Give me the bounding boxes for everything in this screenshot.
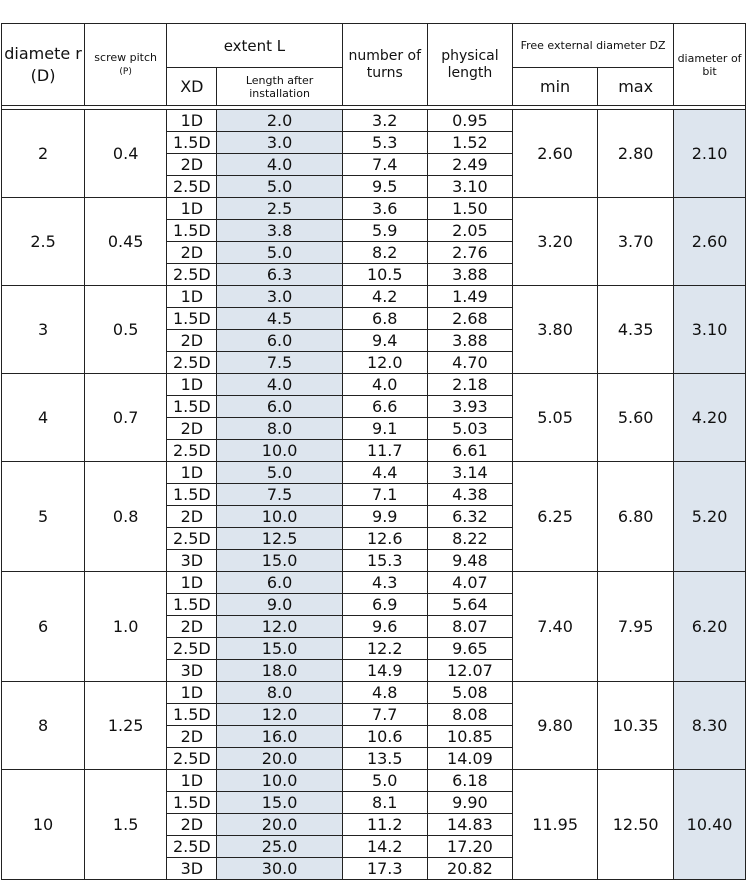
turns-cell: 4.2 bbox=[342, 286, 427, 308]
turns-cell: 13.5 bbox=[342, 748, 427, 770]
physical-length-cell: 10.85 bbox=[427, 726, 512, 748]
physical-length-cell: 5.03 bbox=[427, 418, 512, 440]
header-bit: diameter of bit bbox=[674, 24, 746, 106]
physical-length-cell: 8.07 bbox=[427, 616, 512, 638]
diameter-cell: 3 bbox=[2, 286, 85, 374]
length-cell: 15.0 bbox=[217, 792, 342, 814]
diameter-cell: 10 bbox=[2, 770, 85, 880]
length-cell: 30.0 bbox=[217, 858, 342, 880]
min-cell: 3.20 bbox=[513, 198, 598, 286]
length-cell: 5.0 bbox=[217, 242, 342, 264]
header-physical: physical length bbox=[427, 24, 512, 106]
max-cell: 4.35 bbox=[598, 286, 674, 374]
physical-length-cell: 6.18 bbox=[427, 770, 512, 792]
xd-cell: 1.5D bbox=[167, 704, 217, 726]
xd-cell: 2D bbox=[167, 616, 217, 638]
turns-cell: 8.2 bbox=[342, 242, 427, 264]
pitch-cell: 0.45 bbox=[85, 198, 167, 286]
turns-cell: 3.2 bbox=[342, 110, 427, 132]
bit-diameter-cell: 3.10 bbox=[674, 286, 746, 374]
xd-cell: 1.5D bbox=[167, 594, 217, 616]
physical-length-cell: 1.49 bbox=[427, 286, 512, 308]
xd-cell: 1.5D bbox=[167, 220, 217, 242]
table-row bbox=[2, 198, 746, 220]
physical-length-cell: 0.95 bbox=[427, 110, 512, 132]
physical-length-cell: 3.93 bbox=[427, 396, 512, 418]
header-length-after: Length after installation bbox=[217, 68, 342, 106]
bit-diameter-cell: 2.10 bbox=[674, 110, 746, 198]
physical-length-cell: 1.50 bbox=[427, 198, 512, 220]
diameter-cell: 6 bbox=[2, 572, 85, 682]
turns-cell: 7.4 bbox=[342, 154, 427, 176]
pitch-cell: 1.0 bbox=[85, 572, 167, 682]
turns-cell: 11.2 bbox=[342, 814, 427, 836]
physical-length-cell: 3.10 bbox=[427, 176, 512, 198]
physical-length-cell: 5.08 bbox=[427, 682, 512, 704]
length-cell: 9.0 bbox=[217, 594, 342, 616]
diameter-cell: 2.5 bbox=[2, 198, 85, 286]
physical-length-cell: 12.07 bbox=[427, 660, 512, 682]
header-turns: number of turns bbox=[342, 24, 427, 106]
turns-cell: 4.4 bbox=[342, 462, 427, 484]
length-cell: 25.0 bbox=[217, 836, 342, 858]
length-cell: 6.3 bbox=[217, 264, 342, 286]
table-row bbox=[2, 110, 746, 132]
max-cell: 2.80 bbox=[598, 110, 674, 198]
xd-cell: 2D bbox=[167, 154, 217, 176]
turns-cell: 5.3 bbox=[342, 132, 427, 154]
physical-length-cell: 3.88 bbox=[427, 330, 512, 352]
xd-cell: 2D bbox=[167, 242, 217, 264]
length-cell: 2.0 bbox=[217, 110, 342, 132]
length-cell: 2.5 bbox=[217, 198, 342, 220]
length-cell: 18.0 bbox=[217, 660, 342, 682]
physical-length-cell: 5.64 bbox=[427, 594, 512, 616]
xd-cell: 1D bbox=[167, 374, 217, 396]
table-row bbox=[2, 374, 746, 396]
bit-diameter-cell: 8.30 bbox=[674, 682, 746, 770]
length-cell: 4.5 bbox=[217, 308, 342, 330]
xd-cell: 2.5D bbox=[167, 352, 217, 374]
table-row bbox=[2, 682, 746, 704]
length-cell: 8.0 bbox=[217, 682, 342, 704]
header-xd: XD bbox=[167, 68, 217, 106]
xd-cell: 2.5D bbox=[167, 836, 217, 858]
xd-cell: 2D bbox=[167, 726, 217, 748]
turns-cell: 7.7 bbox=[342, 704, 427, 726]
length-cell: 3.8 bbox=[217, 220, 342, 242]
physical-length-cell: 1.52 bbox=[427, 132, 512, 154]
turns-cell: 4.3 bbox=[342, 572, 427, 594]
length-cell: 7.5 bbox=[217, 484, 342, 506]
max-cell: 7.95 bbox=[598, 572, 674, 682]
length-cell: 12.0 bbox=[217, 616, 342, 638]
xd-cell: 1D bbox=[167, 110, 217, 132]
physical-length-cell: 6.61 bbox=[427, 440, 512, 462]
length-cell: 5.0 bbox=[217, 462, 342, 484]
physical-length-cell: 2.18 bbox=[427, 374, 512, 396]
physical-length-cell: 2.68 bbox=[427, 308, 512, 330]
min-cell: 3.80 bbox=[513, 286, 598, 374]
header-max: max bbox=[598, 68, 674, 106]
turns-cell: 12.0 bbox=[342, 352, 427, 374]
physical-length-cell: 2.76 bbox=[427, 242, 512, 264]
physical-length-cell: 4.07 bbox=[427, 572, 512, 594]
pitch-cell: 0.7 bbox=[85, 374, 167, 462]
turns-cell: 14.2 bbox=[342, 836, 427, 858]
turns-cell: 6.8 bbox=[342, 308, 427, 330]
length-cell: 7.5 bbox=[217, 352, 342, 374]
xd-cell: 1D bbox=[167, 572, 217, 594]
xd-cell: 1.5D bbox=[167, 792, 217, 814]
length-cell: 5.0 bbox=[217, 176, 342, 198]
turns-cell: 11.7 bbox=[342, 440, 427, 462]
min-cell: 5.05 bbox=[513, 374, 598, 462]
xd-cell: 1D bbox=[167, 198, 217, 220]
physical-length-cell: 8.22 bbox=[427, 528, 512, 550]
pitch-cell: 0.5 bbox=[85, 286, 167, 374]
physical-length-cell: 9.90 bbox=[427, 792, 512, 814]
table-row bbox=[2, 286, 746, 308]
turns-cell: 17.3 bbox=[342, 858, 427, 880]
turns-cell: 6.9 bbox=[342, 594, 427, 616]
bit-diameter-cell: 10.40 bbox=[674, 770, 746, 880]
physical-length-cell: 14.83 bbox=[427, 814, 512, 836]
turns-cell: 12.2 bbox=[342, 638, 427, 660]
table-body bbox=[2, 110, 746, 880]
turns-cell: 9.4 bbox=[342, 330, 427, 352]
turns-cell: 9.1 bbox=[342, 418, 427, 440]
xd-cell: 3D bbox=[167, 550, 217, 572]
xd-cell: 2D bbox=[167, 506, 217, 528]
table-row bbox=[2, 462, 746, 484]
bit-diameter-cell: 4.20 bbox=[674, 374, 746, 462]
length-cell: 20.0 bbox=[217, 748, 342, 770]
header-free-external: Free external diameter DZ bbox=[513, 24, 674, 68]
turns-cell: 12.6 bbox=[342, 528, 427, 550]
xd-cell: 1D bbox=[167, 286, 217, 308]
xd-cell: 1.5D bbox=[167, 396, 217, 418]
min-cell: 7.40 bbox=[513, 572, 598, 682]
physical-length-cell: 4.38 bbox=[427, 484, 512, 506]
length-cell: 8.0 bbox=[217, 418, 342, 440]
length-cell: 12.5 bbox=[217, 528, 342, 550]
header-diameter: diamete r (D) bbox=[2, 24, 85, 106]
length-cell: 4.0 bbox=[217, 374, 342, 396]
xd-cell: 1D bbox=[167, 770, 217, 792]
min-cell: 11.95 bbox=[513, 770, 598, 880]
header-pitch-label: screw pitch bbox=[94, 50, 157, 64]
turns-cell: 15.3 bbox=[342, 550, 427, 572]
turns-cell: 6.6 bbox=[342, 396, 427, 418]
header-extent: extent L bbox=[167, 24, 342, 68]
turns-cell: 8.1 bbox=[342, 792, 427, 814]
length-cell: 3.0 bbox=[217, 132, 342, 154]
turns-cell: 5.9 bbox=[342, 220, 427, 242]
max-cell: 6.80 bbox=[598, 462, 674, 572]
physical-length-cell: 4.70 bbox=[427, 352, 512, 374]
table-row bbox=[2, 572, 746, 594]
turns-cell: 10.5 bbox=[342, 264, 427, 286]
header-pitch-sub: (P) bbox=[119, 66, 132, 77]
pitch-cell: 1.5 bbox=[85, 770, 167, 880]
min-cell: 9.80 bbox=[513, 682, 598, 770]
xd-cell: 2.5D bbox=[167, 176, 217, 198]
xd-cell: 1D bbox=[167, 682, 217, 704]
pitch-cell: 1.25 bbox=[85, 682, 167, 770]
physical-length-cell: 3.88 bbox=[427, 264, 512, 286]
physical-length-cell: 14.09 bbox=[427, 748, 512, 770]
turns-cell: 10.6 bbox=[342, 726, 427, 748]
max-cell: 10.35 bbox=[598, 682, 674, 770]
length-cell: 20.0 bbox=[217, 814, 342, 836]
xd-cell: 1D bbox=[167, 462, 217, 484]
table-header bbox=[2, 24, 746, 110]
turns-cell: 7.1 bbox=[342, 484, 427, 506]
physical-length-cell: 9.48 bbox=[427, 550, 512, 572]
table-row bbox=[2, 770, 746, 792]
spec-table bbox=[1, 23, 746, 880]
xd-cell: 1.5D bbox=[167, 132, 217, 154]
xd-cell: 2D bbox=[167, 418, 217, 440]
min-cell: 2.60 bbox=[513, 110, 598, 198]
length-cell: 15.0 bbox=[217, 638, 342, 660]
length-cell: 10.0 bbox=[217, 770, 342, 792]
xd-cell: 2.5D bbox=[167, 528, 217, 550]
xd-cell: 2D bbox=[167, 330, 217, 352]
length-cell: 10.0 bbox=[217, 506, 342, 528]
length-cell: 10.0 bbox=[217, 440, 342, 462]
length-cell: 3.0 bbox=[217, 286, 342, 308]
physical-length-cell: 3.14 bbox=[427, 462, 512, 484]
xd-cell: 2.5D bbox=[167, 748, 217, 770]
max-cell: 12.50 bbox=[598, 770, 674, 880]
length-cell: 12.0 bbox=[217, 704, 342, 726]
diameter-cell: 8 bbox=[2, 682, 85, 770]
turns-cell: 9.5 bbox=[342, 176, 427, 198]
bit-diameter-cell: 6.20 bbox=[674, 572, 746, 682]
diameter-cell: 5 bbox=[2, 462, 85, 572]
turns-cell: 5.0 bbox=[342, 770, 427, 792]
turns-cell: 9.6 bbox=[342, 616, 427, 638]
pitch-cell: 0.8 bbox=[85, 462, 167, 572]
xd-cell: 1.5D bbox=[167, 484, 217, 506]
turns-cell: 9.9 bbox=[342, 506, 427, 528]
min-cell: 6.25 bbox=[513, 462, 598, 572]
physical-length-cell: 6.32 bbox=[427, 506, 512, 528]
turns-cell: 3.6 bbox=[342, 198, 427, 220]
header-min: min bbox=[513, 68, 598, 106]
bit-diameter-cell: 2.60 bbox=[674, 198, 746, 286]
physical-length-cell: 20.82 bbox=[427, 858, 512, 880]
turns-cell: 14.9 bbox=[342, 660, 427, 682]
xd-cell: 1.5D bbox=[167, 308, 217, 330]
xd-cell: 2.5D bbox=[167, 264, 217, 286]
physical-length-cell: 8.08 bbox=[427, 704, 512, 726]
header-pitch bbox=[85, 24, 167, 106]
physical-length-cell: 2.49 bbox=[427, 154, 512, 176]
turns-cell: 4.0 bbox=[342, 374, 427, 396]
diameter-cell: 4 bbox=[2, 374, 85, 462]
physical-length-cell: 2.05 bbox=[427, 220, 512, 242]
physical-length-cell: 17.20 bbox=[427, 836, 512, 858]
xd-cell: 3D bbox=[167, 660, 217, 682]
xd-cell: 3D bbox=[167, 858, 217, 880]
length-cell: 4.0 bbox=[217, 154, 342, 176]
physical-length-cell: 9.65 bbox=[427, 638, 512, 660]
xd-cell: 2.5D bbox=[167, 440, 217, 462]
length-cell: 15.0 bbox=[217, 550, 342, 572]
length-cell: 16.0 bbox=[217, 726, 342, 748]
turns-cell: 4.8 bbox=[342, 682, 427, 704]
bit-diameter-cell: 5.20 bbox=[674, 462, 746, 572]
xd-cell: 2.5D bbox=[167, 638, 217, 660]
xd-cell: 2D bbox=[167, 814, 217, 836]
diameter-cell: 2 bbox=[2, 110, 85, 198]
length-cell: 6.0 bbox=[217, 330, 342, 352]
length-cell: 6.0 bbox=[217, 396, 342, 418]
max-cell: 5.60 bbox=[598, 374, 674, 462]
pitch-cell: 0.4 bbox=[85, 110, 167, 198]
max-cell: 3.70 bbox=[598, 198, 674, 286]
length-cell: 6.0 bbox=[217, 572, 342, 594]
